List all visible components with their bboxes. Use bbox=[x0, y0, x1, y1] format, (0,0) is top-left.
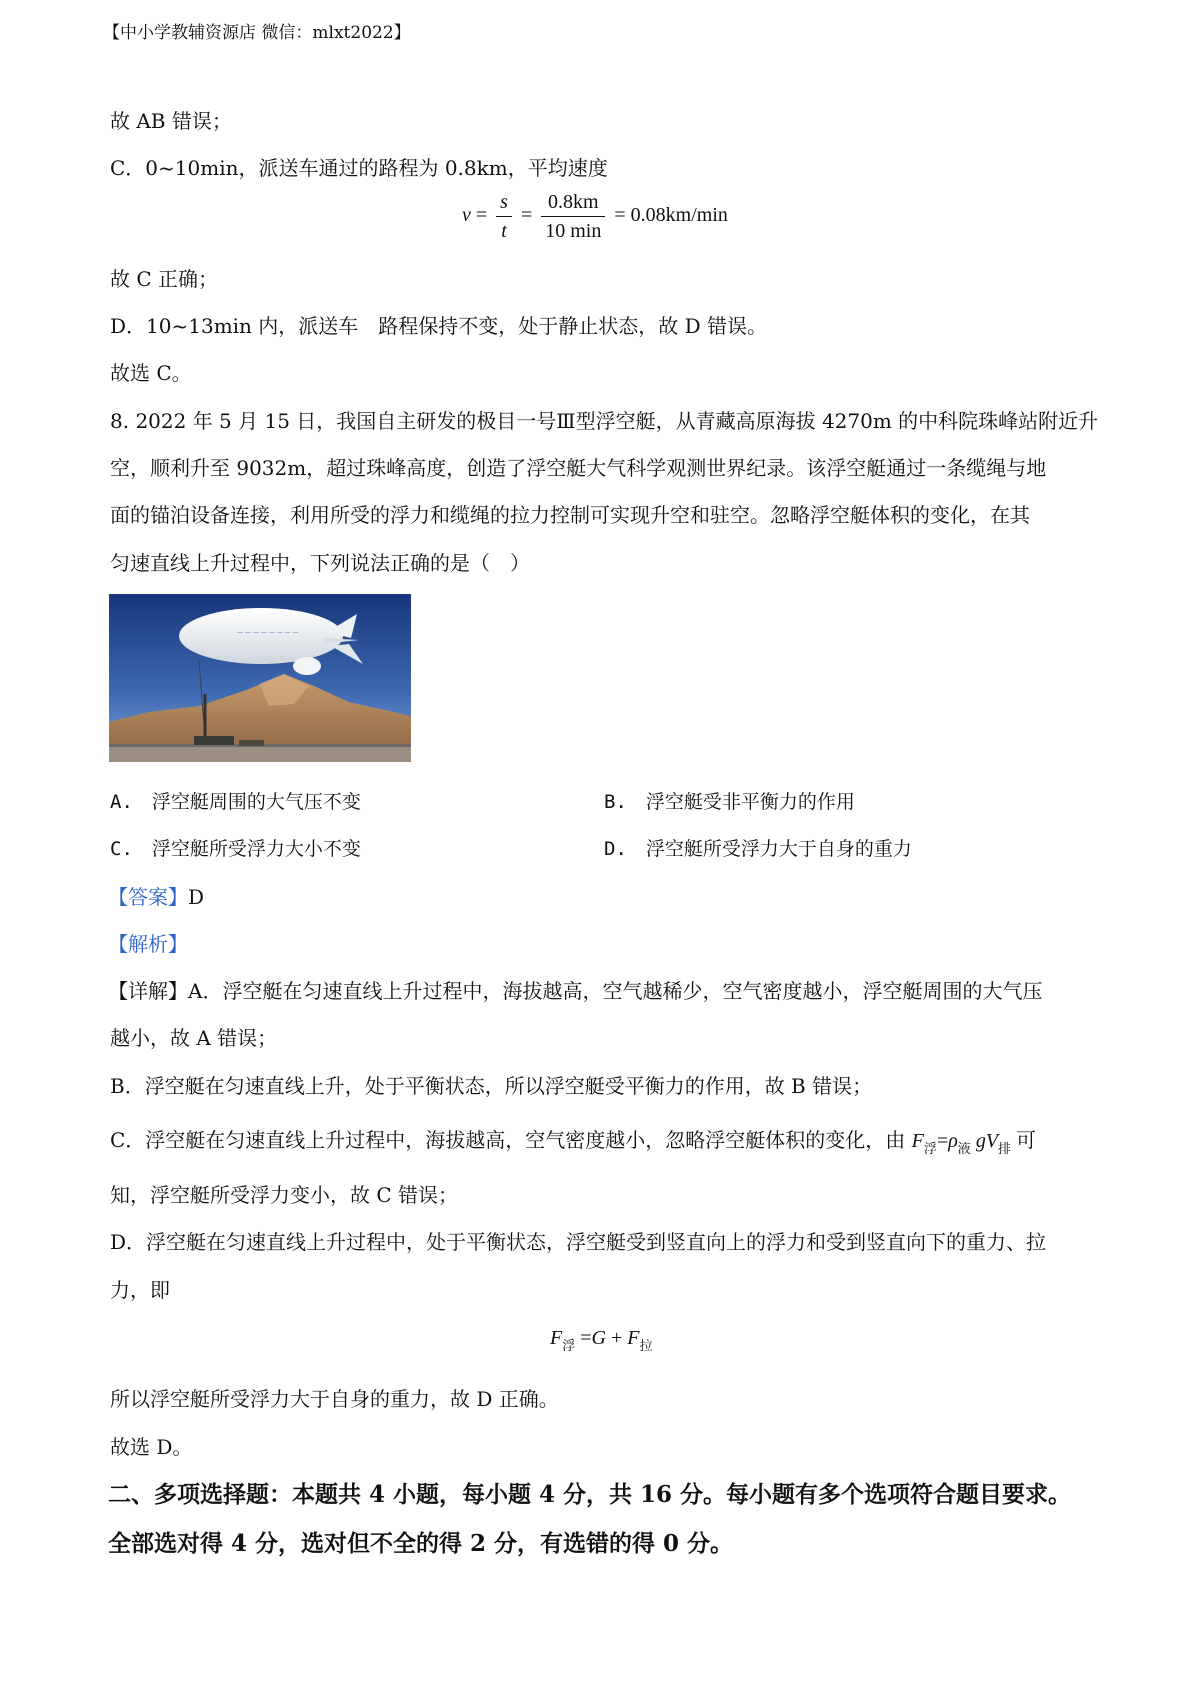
detail-text: A．浮空艇在匀速直线上升过程中，海拔越高，空气越稀少，空气密度越小，浮空艇周围的大气压 bbox=[188, 979, 1043, 1003]
detail-text: 知，浮空艇所受浮力变小，故 C 错误； bbox=[110, 1183, 459, 1207]
answer-value: D bbox=[188, 885, 205, 909]
fraction-denominator: 10 min bbox=[545, 220, 602, 242]
detail-text: 故选 D。 bbox=[110, 1435, 193, 1459]
fraction-numerator: 0.8km bbox=[541, 190, 605, 217]
question-text: 匀速直线上升过程中，下列说法正确的是（ ） bbox=[110, 551, 530, 575]
fraction-denominator: t bbox=[501, 220, 507, 242]
formula-var: F bbox=[911, 1130, 924, 1152]
option-c: C. 浮空艇所受浮力大小不变 bbox=[110, 838, 361, 860]
detail-label: 【详解】 bbox=[108, 979, 188, 1003]
formula-subscript: 排 bbox=[998, 1141, 1012, 1156]
question-text: 8. 2022 年 5 月 15 日，我国自主研发的极目一号Ⅲ型浮空艇，从青藏高原海拔 4270m 的中科院珠峰站附近升 bbox=[110, 409, 1099, 433]
section-heading: 全部选对得 4 分，选对但不全的得 2 分，有选错的得 0 分。 bbox=[108, 1530, 734, 1557]
airship-photo-icon bbox=[109, 594, 411, 762]
text-line: 故选 C。 bbox=[110, 361, 192, 385]
detail-text: 所以浮空艇所受浮力大于自身的重力，故 D 正确。 bbox=[110, 1387, 559, 1411]
svg-text:— — — — — — — —: — — — — — — — — bbox=[237, 629, 299, 636]
answer-line bbox=[108, 881, 204, 910]
option-d: D. 浮空艇所受浮力大于自身的重力 bbox=[604, 838, 912, 860]
detail-text: 力，即 bbox=[110, 1278, 170, 1302]
formula-eq: = bbox=[580, 1327, 592, 1349]
text-line: D．10~13min 内，派送车 路程保持不变，处于静止状态，故 D 错误。 bbox=[110, 314, 768, 338]
text-line: C．0~10min，派送车通过的路程为 0.8km，平均速度 bbox=[110, 156, 608, 180]
speed-equation bbox=[462, 190, 728, 243]
formula-var: V bbox=[985, 1130, 999, 1152]
detail-text: B．浮空艇在匀速直线上升，处于平衡状态，所以浮空艇受平衡力的作用，故 B 错误； bbox=[110, 1074, 873, 1098]
buoyancy-formula bbox=[911, 1130, 1016, 1156]
text-line: 故 AB 错误； bbox=[110, 109, 232, 133]
eq-sign: = bbox=[520, 204, 533, 227]
formula-var: F bbox=[627, 1327, 640, 1349]
airship-photo bbox=[109, 594, 411, 762]
question-text: 空，顺利升至 9032m，超过珠峰高度，创造了浮空艇大气科学观测世界纪录。该浮空艇通过一条缆绳与地 bbox=[110, 456, 1047, 480]
detail-line bbox=[108, 975, 1042, 1004]
eq-var-v: v bbox=[462, 204, 471, 227]
formula-var: G bbox=[591, 1327, 606, 1349]
fraction-values bbox=[541, 190, 605, 243]
formula-eq: = bbox=[936, 1130, 949, 1152]
analysis-label: 【解析】 bbox=[108, 932, 188, 956]
text-line: 故 C 正确； bbox=[110, 267, 219, 291]
formula-var: ρ bbox=[948, 1130, 958, 1152]
formula-subscript: 拉 bbox=[639, 1338, 653, 1353]
source-header: 【中小学教辅资源店 微信：mlxt2022】 bbox=[103, 23, 411, 43]
detail-text: 越小，故 A 错误； bbox=[110, 1026, 278, 1050]
force-equation bbox=[550, 1327, 653, 1353]
detail-text: D．浮空艇在匀速直线上升过程中，处于平衡状态，浮空艇受到竖直向上的浮力和受到竖直向下的重力、拉 bbox=[110, 1230, 1047, 1254]
formula-var: g bbox=[975, 1130, 986, 1152]
formula-subscript: 液 bbox=[957, 1141, 971, 1156]
option-a: A. 浮空艇周围的大气压不变 bbox=[110, 791, 361, 813]
formula-subscript: 浮 bbox=[562, 1338, 576, 1353]
detail-text: C．浮空艇在匀速直线上升过程中，海拔越高，空气密度越小，忽略浮空艇体积的变化，由 bbox=[110, 1128, 906, 1152]
section-heading: 二、多项选择题：本题共 4 小题，每小题 4 分，共 16 分。每小题有多个选项符合题目要求。 bbox=[108, 1481, 1072, 1508]
formula-plus: + bbox=[610, 1327, 623, 1349]
detail-line-with-formula bbox=[110, 1124, 1037, 1156]
eq-sign: = bbox=[475, 204, 488, 227]
question-text: 面的锚泊设备连接，利用所受的浮力和缆绳的拉力控制可实现升空和驻空。忽略浮空艇体积的变化，在其 bbox=[110, 503, 1030, 527]
option-b: B. 浮空艇受非平衡力的作用 bbox=[604, 791, 855, 813]
answer-label: 【答案】 bbox=[108, 885, 188, 909]
detail-text: 可 bbox=[1016, 1128, 1037, 1152]
formula-subscript: 浮 bbox=[923, 1141, 937, 1156]
fraction-numerator: s bbox=[496, 190, 512, 217]
eq-result: = 0.08km/min bbox=[614, 204, 728, 227]
formula-var: F bbox=[550, 1327, 563, 1349]
fraction-s-over-t bbox=[496, 190, 512, 243]
